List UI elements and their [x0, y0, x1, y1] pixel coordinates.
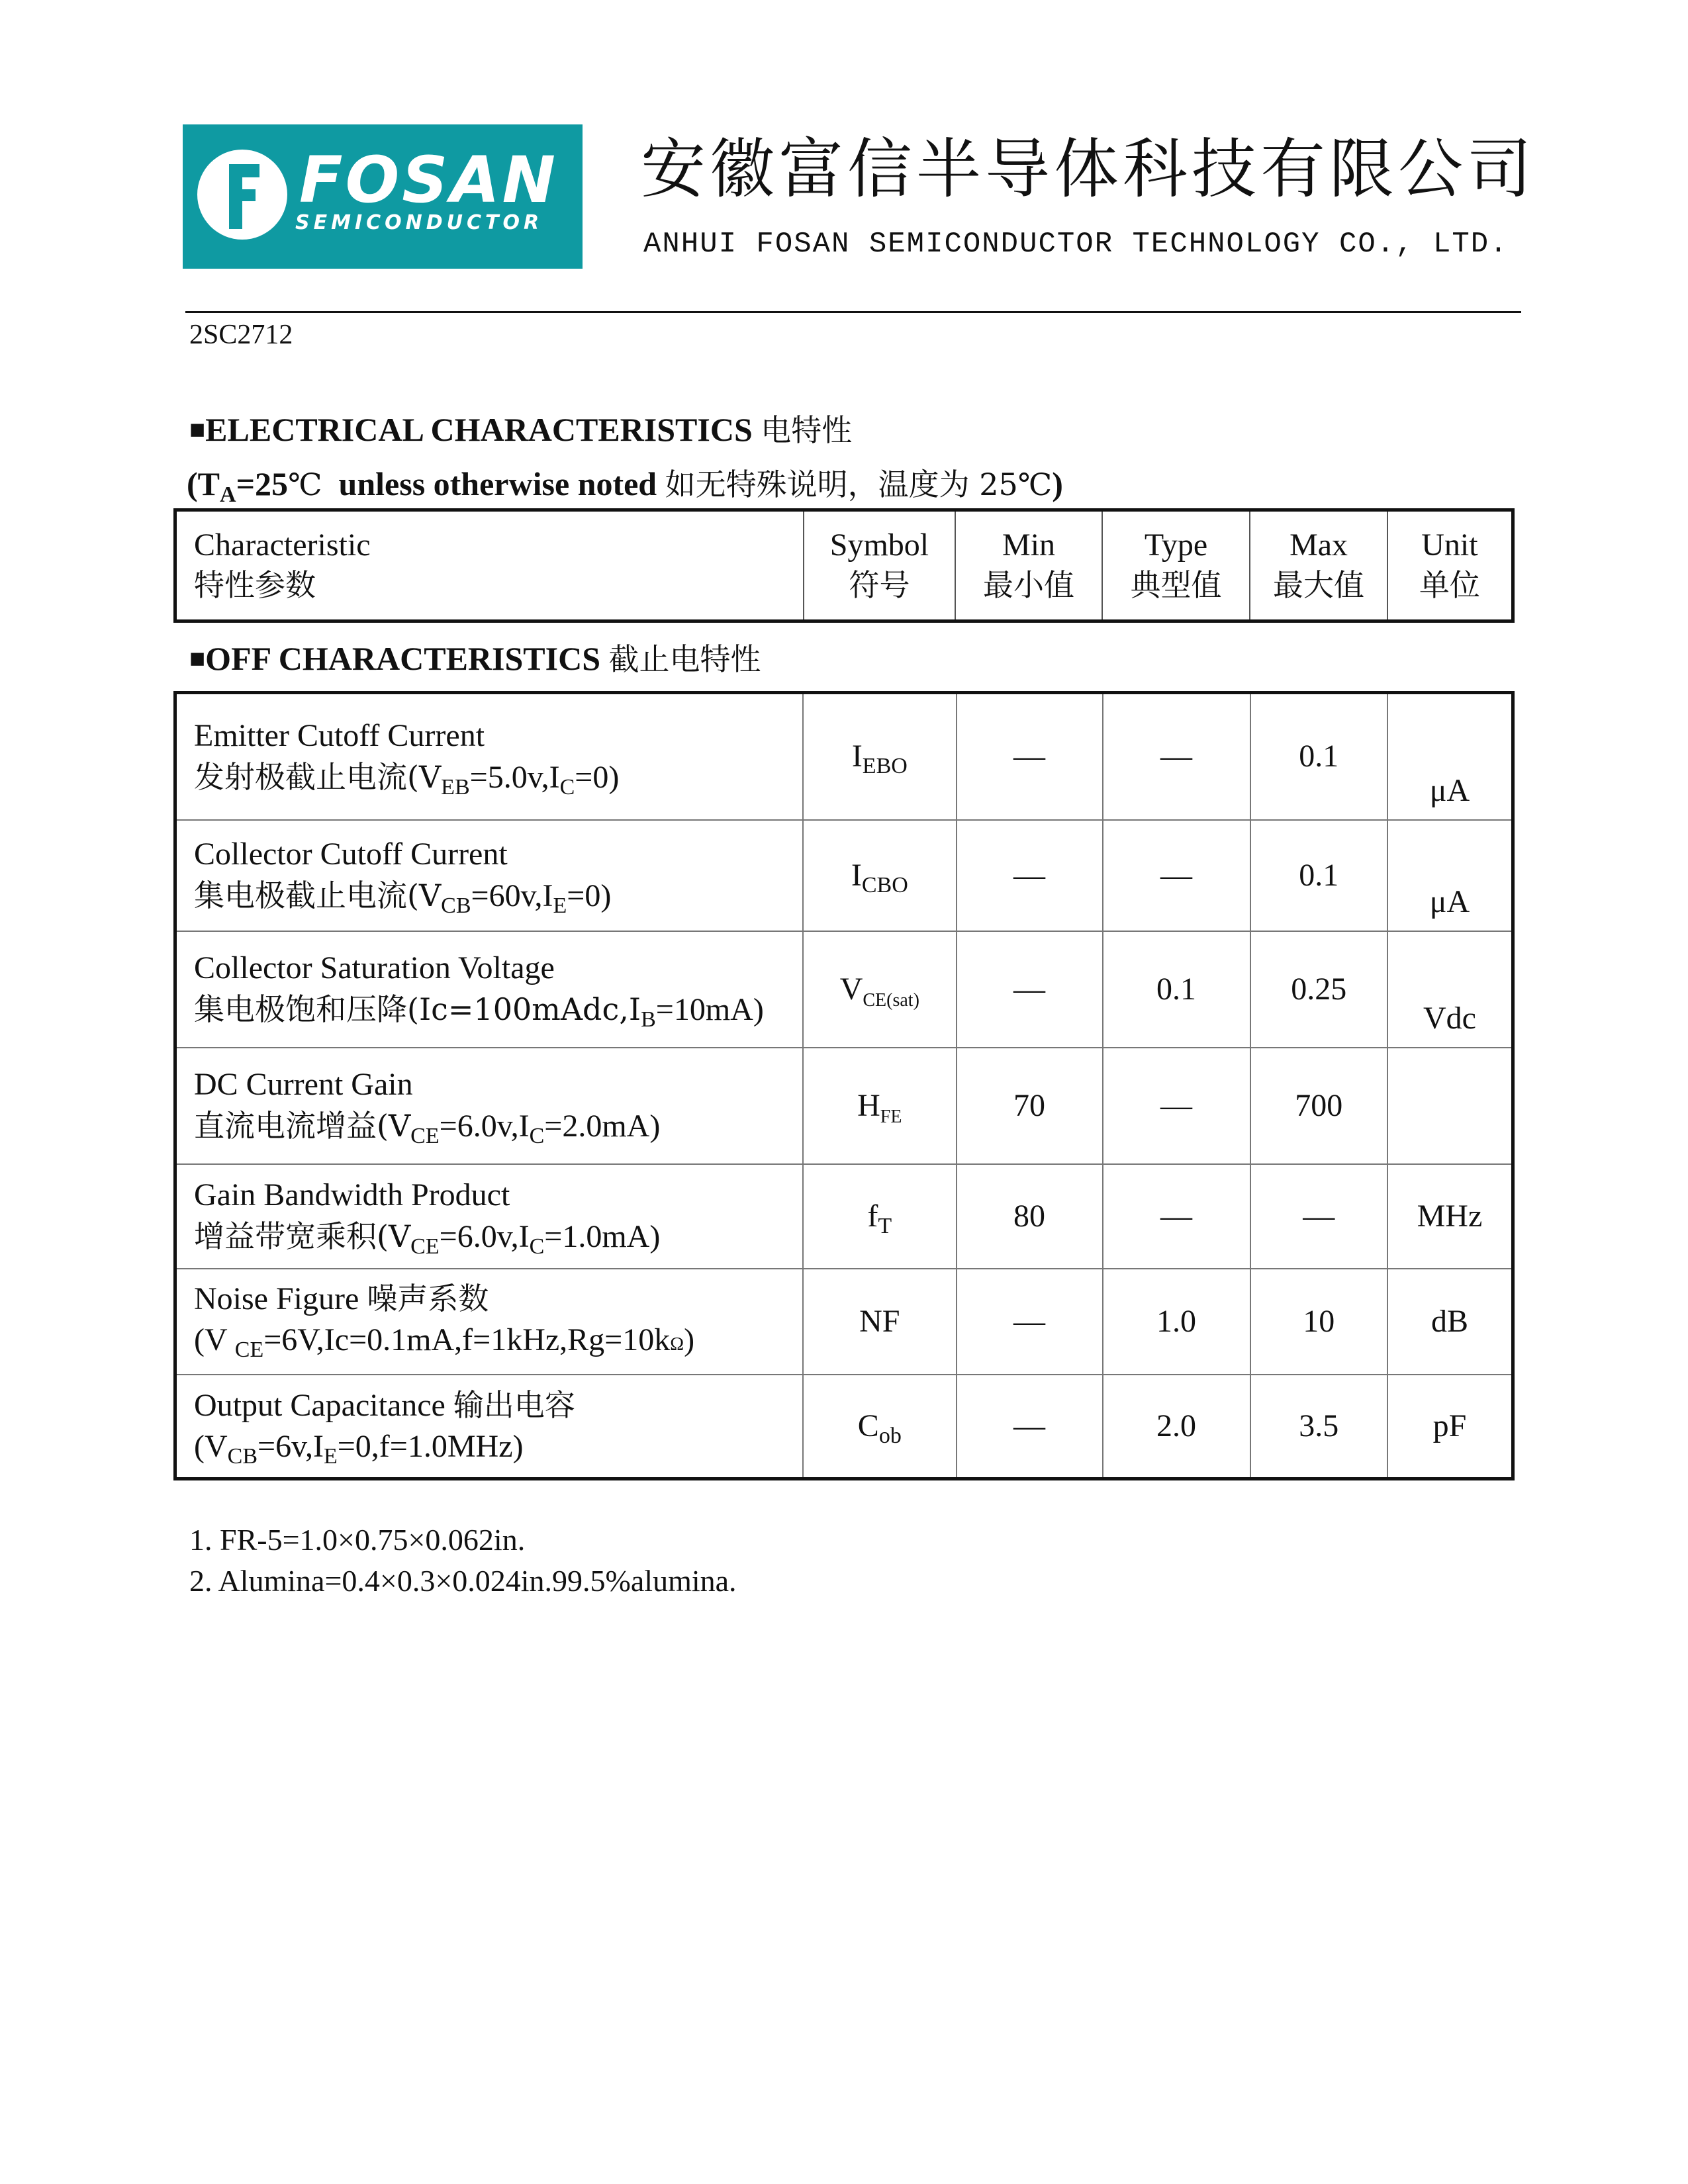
header-divider: [185, 311, 1521, 313]
col-type: Type 典型值: [1102, 510, 1250, 621]
row-min: 80: [957, 1164, 1103, 1269]
part-number: 2SC2712: [189, 320, 293, 350]
row-max: —: [1250, 1164, 1387, 1269]
row-symbol: NF: [803, 1269, 956, 1375]
col-min: Min 最小值: [955, 510, 1102, 621]
table-row: [175, 1269, 1513, 1375]
table-row: [175, 693, 1513, 820]
row-unit: dB: [1387, 1269, 1513, 1375]
table-row: [175, 1375, 1513, 1479]
row-unit: [1387, 1048, 1513, 1164]
company-name-cn: 安徽富信半导体科技有限公司: [641, 132, 1536, 207]
row-min: —: [957, 931, 1103, 1048]
row-min: —: [957, 1269, 1103, 1375]
row-unit: Vdc: [1387, 931, 1513, 1048]
row-min: 70: [957, 1048, 1103, 1164]
col-symbol: Symbol 符号: [804, 510, 956, 621]
row-typ: —: [1103, 693, 1250, 820]
row-min: —: [957, 820, 1103, 931]
row-min: —: [957, 693, 1103, 820]
row-max: 3.5: [1250, 1375, 1387, 1479]
footnote-1: 1. FR-5=1.0×0.75×0.062in.: [189, 1523, 526, 1557]
table-row: [175, 1164, 1513, 1269]
logo-wordmark: FOSAN: [299, 143, 558, 217]
table-row: [175, 931, 1513, 1048]
test-condition-note: ($T_A=25℃$ unless otherwise noted 如无特殊说明，温度为 25℃): [187, 465, 1063, 507]
row-typ: —: [1103, 1164, 1250, 1269]
row-typ: —: [1103, 820, 1250, 931]
table-row: [175, 1048, 1513, 1164]
logo-f-icon: [197, 150, 287, 240]
row-description: DC Current Gain 直流电流增益$(V_{CE}=6.0v,I_C=2.0mA)$: [175, 1048, 804, 1164]
row-description: Output Capacitance 输出电容 $(V_{CB}=6v,I_E=0,f=1.0MHz)$: [175, 1375, 804, 1479]
row-symbol: $I_{EBO}$: [803, 693, 956, 820]
row-max: 0.1: [1250, 820, 1387, 931]
row-typ: 2.0: [1103, 1375, 1250, 1479]
row-unit: pF: [1387, 1375, 1513, 1479]
row-description: Collector Saturation Voltage 集电极饱和压降$(Ic=100mAdc,I_B=10mA)$: [175, 931, 804, 1048]
row-max: 700: [1250, 1048, 1387, 1164]
section-off-title: ■OFF CHARACTERISTICS 截止电特性: [189, 640, 761, 677]
row-description: Gain Bandwidth Product 增益带宽乘积$(V_{CE}=6.0v,I_C=1.0mA)$: [175, 1164, 804, 1269]
row-symbol: $I_{CBO}$: [803, 820, 956, 931]
row-typ: 0.1: [1103, 931, 1250, 1048]
col-unit: Unit 单位: [1387, 510, 1513, 621]
row-min: —: [957, 1375, 1103, 1479]
row-max: 0.1: [1250, 693, 1387, 820]
col-max: Max 最大值: [1250, 510, 1387, 621]
row-symbol: $f_T$: [803, 1164, 956, 1269]
row-unit: μA: [1387, 820, 1513, 931]
row-max: 0.25: [1250, 931, 1387, 1048]
row-max: 10: [1250, 1269, 1387, 1375]
row-symbol: $C_{ob}$: [803, 1375, 956, 1479]
section-electrical-title: ■ELECTRICAL CHARACTERISTICS 电特性: [189, 411, 853, 448]
row-description: Noise Figure 噪声系数 (V $_{CE}$=6V,Ic=0.1mA,f=1kHz,Rg=10kΩ): [175, 1269, 804, 1375]
company-name-en: ANHUI FOSAN SEMICONDUCTOR TECHNOLOGY CO., LTD.: [643, 228, 1509, 261]
column-header-table: [173, 508, 1515, 623]
characteristics-table: [173, 691, 1515, 1480]
table-row: [175, 820, 1513, 931]
logo-subtitle: SEMICONDUCTOR: [295, 211, 543, 234]
row-unit: MHz: [1387, 1164, 1513, 1269]
row-description: Emitter Cutoff Current 发射极截止电流$(V_{EB}=5.0v,I_C=0)$: [175, 693, 804, 820]
col-characteristic: Characteristic 特性参数: [175, 510, 804, 621]
row-typ: —: [1103, 1048, 1250, 1164]
row-description: Collector Cutoff Current 集电极截止电流$(V_{CB}=60v,I_E=0)$: [175, 820, 804, 931]
row-unit: μA: [1387, 693, 1513, 820]
footnote-2: 2. Alumina=0.4×0.3×0.024in.99.5%alumina.: [189, 1564, 737, 1598]
row-symbol: $V_{CE(sat)}$: [803, 931, 956, 1048]
row-typ: 1.0: [1103, 1269, 1250, 1375]
company-logo: [183, 124, 583, 269]
row-symbol: $H_{FE}$: [803, 1048, 956, 1164]
